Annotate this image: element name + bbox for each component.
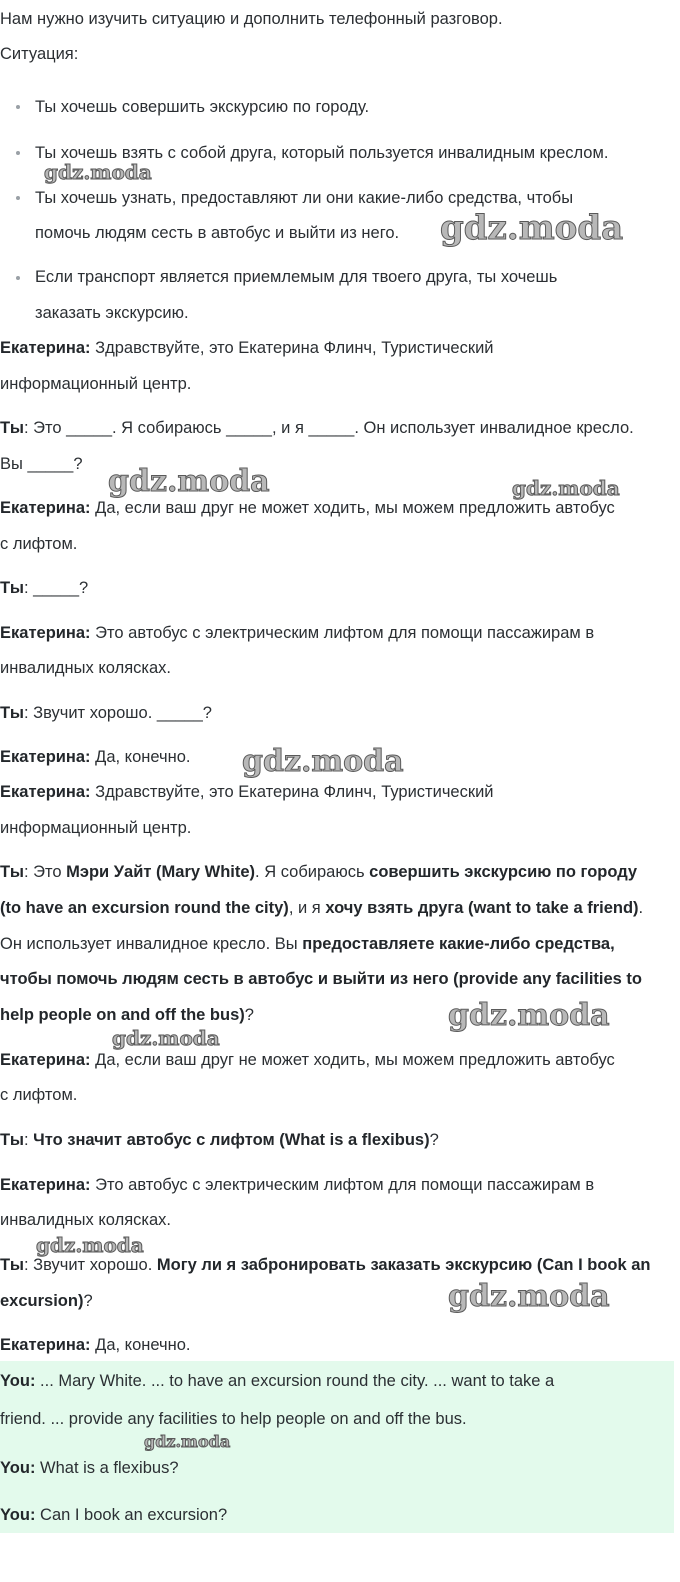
- watermark: gdz.moda: [512, 476, 620, 500]
- dialog-line: Вы _____?: [0, 455, 83, 473]
- dialog-line: чтобы помочь людям сесть в автобус и выйти из него (provide any facilities to: [0, 970, 643, 988]
- speaker-ekaterina: Екатерина:: [0, 1051, 91, 1069]
- dialog-line: Екатерина: Здравствуйте, это Екатерина Флинч, Туристический: [0, 339, 494, 357]
- dialog-line: Екатерина: Да, конечно.: [0, 748, 191, 766]
- dialog-line: инвалидных колясках.: [0, 1211, 171, 1229]
- speaker-ekaterina: Екатерина:: [0, 339, 91, 357]
- dialog-line: информационный центр.: [0, 375, 192, 393]
- dialog-line: с лифтом.: [0, 1086, 78, 1104]
- bullet-dot: [16, 151, 20, 155]
- dialog-line: Ты: Это Мэри Уайт (Mary White). Я собираюсь совершить экскурсию по городу: [0, 863, 638, 881]
- dialog-line: excursion)?: [0, 1292, 93, 1310]
- dialog-line: Екатерина: Это автобус с электрическим лифтом для помощи пассажирам в: [0, 1176, 595, 1194]
- dialog-line: Ты: Звучит хорошо. _____?: [0, 704, 212, 722]
- dialog-line: Ты: Что значит автобус с лифтом (What is a flexibus)?: [0, 1131, 439, 1149]
- speaker-ty: Ты: [0, 704, 24, 722]
- watermark: gdz.moda: [448, 998, 610, 1033]
- speaker-ekaterina: Екатерина:: [0, 499, 91, 517]
- speaker-ekaterina: Екатерина:: [0, 748, 91, 766]
- dialog-line: (to have an excursion round the city), и я хочу взять друга (want to take a friend).: [0, 899, 644, 917]
- dialog-line: Ты: Звучит хорошо. Могу ли я забронировать заказать экскурсию (Can I book an: [0, 1256, 651, 1274]
- dialog-line: Ты: _____?: [0, 579, 89, 597]
- speaker-ty: Ты: [0, 1131, 24, 1149]
- speaker-you: You:: [0, 1372, 36, 1390]
- dialog-line: Ты: Это _____. Я собираюсь _____, и я _____. Он использует инвалидное кресло.: [0, 419, 634, 437]
- watermark: gdz.moda: [242, 744, 404, 779]
- dialog-line: Екатерина: Это автобус с электрическим лифтом для помощи пассажирам в: [0, 624, 595, 642]
- speaker-ty: Ты: [0, 863, 24, 881]
- dialog-line: Екатерина: Да, конечно.: [0, 1336, 191, 1354]
- speaker-ekaterina: Екатерина:: [0, 1336, 91, 1354]
- dialog-line: информационный центр.: [0, 819, 192, 837]
- list-item-continuation: помочь людям сесть в автобус и выйти из него.: [35, 224, 400, 242]
- answer-line: You: ... Mary White. ... to have an excursion round the city. ... want to take a: [0, 1372, 555, 1390]
- watermark: gdz.moda: [440, 208, 624, 248]
- dialog-line: help people on and off the bus)?: [0, 1006, 254, 1024]
- dialog-line: Екатерина: Здравствуйте, это Екатерина Флинч, Туристический: [0, 783, 494, 801]
- speaker-ekaterina: Екатерина:: [0, 624, 91, 642]
- speaker-you: You:: [0, 1459, 36, 1477]
- intro-text: Нам нужно изучить ситуацию и дополнить телефонный разговор.: [0, 10, 503, 28]
- situation-label: Ситуация:: [0, 45, 79, 63]
- bullet-dot: [16, 276, 20, 280]
- speaker-ty: Ты: [0, 579, 24, 597]
- speaker-ekaterina: Екатерина:: [0, 1176, 91, 1194]
- list-item: Ты хочешь взять с собой друга, который пользуется инвалидным креслом.: [35, 144, 609, 162]
- speaker-ty: Ты: [0, 1256, 24, 1274]
- bullet-dot: [16, 105, 20, 109]
- answer-line: You: What is a flexibus?: [0, 1459, 179, 1477]
- watermark: gdz.moda: [108, 464, 270, 499]
- watermark: gdz.moda: [36, 1233, 144, 1257]
- list-item: Если транспорт является приемлемым для твоего друга, ты хочешь: [35, 268, 558, 286]
- dialog-line: Екатерина: Да, если ваш друг не может ходить, мы можем предложить автобус: [0, 1051, 615, 1069]
- bullet-dot: [16, 196, 20, 200]
- list-item: Ты хочешь узнать, предоставляют ли они какие-либо средства, чтобы: [35, 189, 574, 207]
- speaker-ekaterina: Екатерина:: [0, 783, 91, 801]
- dialog-line: Екатерина: Да, если ваш друг не может ходить, мы можем предложить автобус: [0, 499, 615, 517]
- watermark: gdz.moda: [144, 1432, 231, 1451]
- dialog-line: с лифтом.: [0, 535, 78, 553]
- answer-line: You: Can I book an excursion?: [0, 1506, 228, 1524]
- watermark: gdz.moda: [44, 160, 152, 184]
- watermark: gdz.moda: [112, 1026, 220, 1050]
- speaker-you: You:: [0, 1506, 36, 1524]
- dialog-line: Он использует инвалидное кресло. Вы предоставляете какие-либо средства,: [0, 935, 615, 953]
- list-item: Ты хочешь совершить экскурсию по городу.: [35, 98, 370, 116]
- answer-line: friend. ... provide any facilities to help people on and off the bus.: [0, 1410, 467, 1428]
- watermark: gdz.moda: [448, 1279, 610, 1314]
- dialog-line: инвалидных колясках.: [0, 659, 171, 677]
- speaker-ty: Ты: [0, 419, 24, 437]
- list-item-continuation: заказать экскурсию.: [35, 304, 189, 322]
